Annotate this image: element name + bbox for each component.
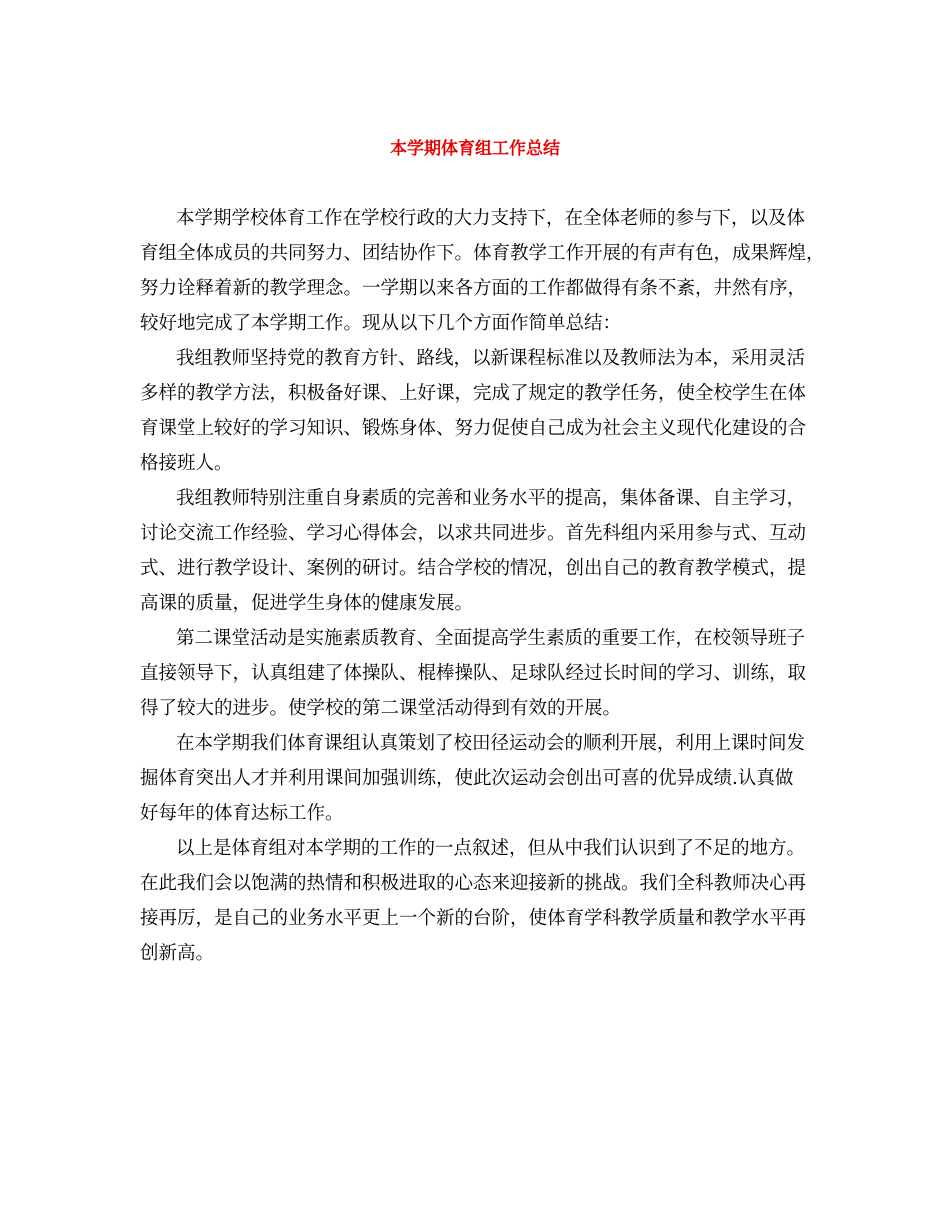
paragraph-4-line-2: 直接领导下，认真组建了体操队、棍棒操队、足球队经过长时间的学习、训练，取 <box>140 663 807 684</box>
paragraph-3-line-2: 讨论交流工作经验、学习心得体会，以求共同进步。首先科组内采用参与式、互动 <box>140 523 807 544</box>
paragraph-3-line-1: 我组教师特别注重自身素质的完善和业务水平的提高，集体备课、自主学习， <box>176 488 806 509</box>
paragraph-6-line-4: 创新高。 <box>140 943 215 964</box>
document-title: 本学期体育组工作总结 <box>390 139 560 159</box>
paragraph-1-line-4: 较好地完成了本学期工作。现从以下几个方面作简单总结： <box>140 313 622 334</box>
paragraph-5-line-2: 掘体育突出人才并利用课间加强训练，使此次运动会创出可喜的优异成绩.认真做 <box>140 768 794 789</box>
paragraph-4-line-3: 得了较大的进步。使学校的第二课堂活动得到有效的开展。 <box>140 698 622 719</box>
paragraph-3-line-3: 式、进行教学设计、案例的研讨。结合学校的情况，创出自己的教育教学模式，提 <box>140 558 807 579</box>
paragraph-6-line-3: 接再厉，是自己的业务水平更上一个新的台阶，使体育学科教学质量和教学水平再 <box>140 908 807 929</box>
paragraph-2-line-2: 多样的教学方法，积极备好课、上好课，完成了规定的教学任务，使全校学生在体 <box>140 383 807 404</box>
paragraph-5-line-1: 在本学期我们体育课组认真策划了校田径运动会的顺利开展，利用上课时间发 <box>176 733 806 754</box>
paragraph-1-line-3: 努力诠释着新的教学理念。一学期以来各方面的工作都做得有条不紊，井然有序， <box>140 278 807 299</box>
paragraph-1-line-2: 育组全体成员的共同努力、团结协作下。体育教学工作开展的有声有色，成果辉煌， <box>140 243 825 264</box>
paragraph-5-line-3: 好每年的体育达标工作。 <box>140 803 344 824</box>
paragraph-2-line-3: 育课堂上较好的学习知识、锻炼身体、努力促使自己成为社会主义现代化建设的合 <box>140 418 807 439</box>
paragraph-6-line-2: 在此我们会以饱满的热情和积极进取的心态来迎接新的挑战。我们全科教师决心再 <box>140 873 807 894</box>
paragraph-2-line-4: 格接班人。 <box>140 453 233 474</box>
paragraph-2-line-1: 我组教师坚持党的教育方针、路线，以新课程标准以及教师法为本，采用灵活 <box>176 348 806 369</box>
paragraph-6-line-1: 以上是体育组对本学期的工作的一点叙述，但从中我们认识到了不足的地方。 <box>176 838 806 859</box>
paragraph-3-line-4: 高课的质量，促进学生身体的健康发展。 <box>140 593 474 614</box>
paragraph-4-line-1: 第二课堂活动是实施素质教育、全面提高学生素质的重要工作，在校领导班子 <box>176 628 806 649</box>
paragraph-1-line-1: 本学期学校体育工作在学校行政的大力支持下，在全体老师的参与下，以及体 <box>176 208 806 229</box>
